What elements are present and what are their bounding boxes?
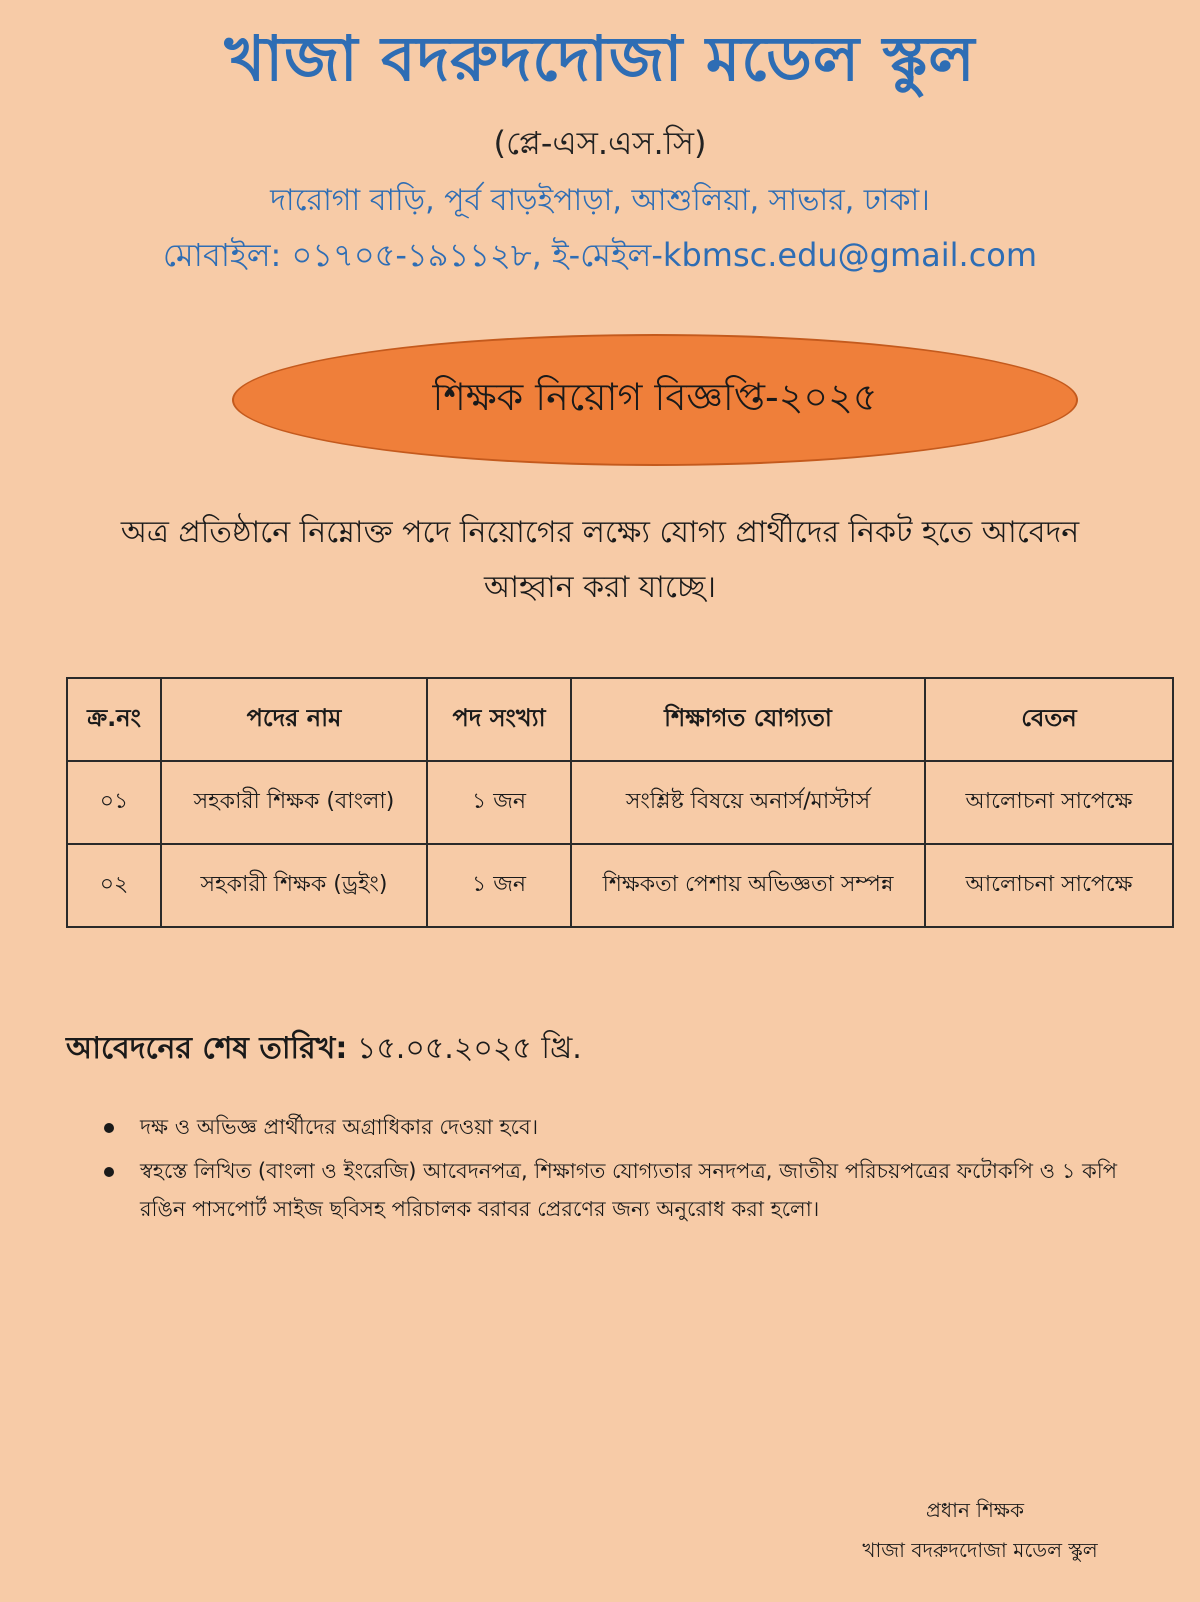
table-row	[67, 761, 1173, 844]
notes-list	[104, 1108, 1164, 1234]
deadline-label: আবেদনের শেষ তারিখ:	[66, 1031, 348, 1066]
bullet-icon	[104, 1167, 114, 1177]
deadline-date: ১৫.০৫.২০২৫ খ্রি.	[356, 1031, 582, 1066]
cell-post-count: ১ জন	[427, 844, 571, 927]
header-salary: বেতন	[925, 678, 1173, 761]
header-qualification: শিক্ষাগত যোগ্যতা	[571, 678, 925, 761]
cell-salary: আলোচনা সাপেক্ষে	[925, 761, 1173, 844]
school-level: (প্লে-এস.এস.সি)	[493, 124, 707, 162]
signature-school: খাজা বদরুদদোজা মডেল স্কুল	[862, 1538, 1098, 1562]
cell-qualification: শিক্ষকতা পেশায় অভিজ্ঞতা সম্পন্ন	[571, 844, 925, 927]
cell-post-name: সহকারী শিক্ষক (বাংলা)	[161, 761, 427, 844]
notice-banner	[232, 334, 1078, 466]
cell-serial: ০১	[67, 761, 161, 844]
application-deadline	[66, 1024, 1066, 1075]
signature-title: প্রধান শিক্ষক	[926, 1498, 1024, 1522]
cell-post-name: সহকারী শিক্ষক (ড্রইং)	[161, 844, 427, 927]
note-text: দক্ষ ও অভিজ্ঞ প্রার্থীদের অগ্রাধিকার দেওয়া হবে।	[140, 1115, 539, 1139]
school-contact: মোবাইল: ০১৭০৫-১৯১১২৮, ই-মেইল-kbmsc.edu@gmail.com	[162, 236, 1038, 274]
school-name: খাজা বদরুদদোজা মডেল স্কুল	[224, 22, 976, 95]
bullet-icon	[104, 1123, 114, 1133]
vacancy-table	[66, 677, 1174, 928]
school-address: দারোগা বাড়ি, পূর্ব বাড়ইপাড়া, আশুলিয়া, সাভার, ঢাকা।	[270, 183, 930, 218]
list-item	[104, 1108, 1164, 1146]
header-post-name: পদের নাম	[161, 678, 427, 761]
note-text: স্বহস্তে লিখিত (বাংলা ও ইংরেজি) আবেদনপত্র, শিক্ষাগত যোগ্যতার সনদপত্র, জাতীয় পরিচয়পত্রের ফটোকপি ও ১ কপি রঙিন পাসপোর্ট সাইজ ছবিসহ পরিচালক বরাবর প্রেরণের জন্য অনুরোধ করা হলো।	[140, 1159, 1118, 1221]
intro-text: অত্র প্রতিষ্ঠানে নিম্নোক্ত পদে নিয়োগের লক্ষ্যে যোগ্য প্রার্থীদের নিকট হতে আবেদন আহ্বান করা যাচ্ছে।	[120, 515, 1080, 605]
cell-qualification: সংশ্লিষ্ট বিষয়ে অনার্স/মাস্টার্স	[571, 761, 925, 844]
table-row	[67, 844, 1173, 927]
table-header-row	[67, 678, 1173, 761]
cell-serial: ০২	[67, 844, 161, 927]
list-item	[104, 1152, 1164, 1228]
cell-salary: আলোচনা সাপেক্ষে	[925, 844, 1173, 927]
cell-post-count: ১ জন	[427, 761, 571, 844]
header-serial: ক্র.নং	[67, 678, 161, 761]
notice-title: শিক্ষক নিয়োগ বিজ্ঞপ্তি-২০২৫	[432, 375, 878, 419]
header-post-count: পদ সংখ্যা	[427, 678, 571, 761]
